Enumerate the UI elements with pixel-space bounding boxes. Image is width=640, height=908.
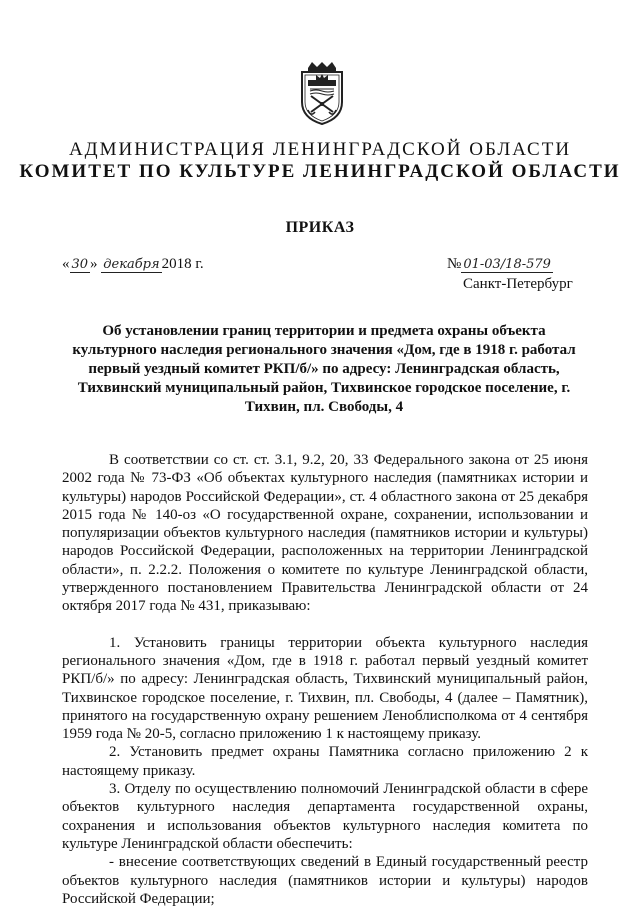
order-item-1: 1. Установить границы территории объекта культурного наследия регионального значения «Дом, где в 1918 г. работал первый уездный комитет РКП/б/» по адресу: Ленинградская область, Тихвинский муниципальный район, Тихвинское городское поселение, г. Тихвин, пл. Свободы, 4 (далее – Памятник), принятого на государственную охрану решением Леноблисполкома от 4 сентября 1959 года № 20-5, согласно приложению 1 к настоящему приказу. <box>62 634 588 743</box>
order-item-3: 3. Отделу по осуществлению полномочий Ленинградской области в сфере объектов культурного наследия департамента государственной охраны, сохранения и использования объектов культурного наследия комитета по культуре Ленинградской области обеспечить: <box>62 781 588 852</box>
document-city: Санкт-Петербург <box>463 276 573 292</box>
document-title: Об установлении границ территории и предмета охраны объекта культурного наследия регионального значения «Дом, где в 1918 г. работал первый уездный комитет РКП/б/» по адресу: Ленинградская область, Тихвинский муниципальный район, Тихвинское городское поселение, г. Тихвин, пл. Свободы, 4 <box>72 323 576 415</box>
date-open-quote: « <box>62 256 70 272</box>
number-prefix: № <box>447 256 462 272</box>
order-item-2: 2. Установить предмет охраны Памятника согласно приложению 2 к настоящему приказу. <box>62 744 588 779</box>
order-item-3-subitem-1: - внесение соответствующих сведений в Единый государственный реестр объектов культурного наследия (памятников истории и культуры) народов Российской Федерации; <box>62 854 588 907</box>
document-body <box>62 451 588 908</box>
organization-name-line-2: КОМИТЕТ ПО КУЛЬТУРЕ ЛЕНИНГРАДСКОЙ ОБЛАСТИ <box>19 161 621 182</box>
organization-name-line-1: АДМИНИСТРАЦИЯ ЛЕНИНГРАДСКОЙ ОБЛАСТИ <box>68 139 572 160</box>
document-type-heading: ПРИКАЗ <box>285 219 355 236</box>
number-handwritten: 01-03/18-579 <box>463 257 551 272</box>
coat-of-arms-icon <box>298 62 346 126</box>
date-month-handwritten: декабря <box>103 257 160 272</box>
document-number <box>447 256 553 273</box>
date-close-quote: » <box>90 256 98 272</box>
document-date <box>62 256 204 273</box>
preamble-paragraph: В соответствии со ст. ст. 3.1, 9.2, 20, 33 Федерального закона от 25 июня 2002 года № 73-ФЗ «Об объектах культурного наследия (памятниках истории и культуры) народов Российской Федерации», ст. 4 областного закона от 25 декабря 2015 года № 140-оз «О государственной охране, сохранении, использовании и популяризации объектов культурного наследия (памятников истории и культуры) народов Российской Федерации, расположенных на территории Ленинградской области», п. 2.2.2. Положения о комитете по культуре Ленинградской области, утвержденного постановлением Правительства Ленинградской области от 24 октября 2017 года № 431, приказываю: <box>62 452 588 615</box>
date-year: 2018 г. <box>161 256 204 272</box>
date-day-handwritten: 30 <box>71 257 89 272</box>
